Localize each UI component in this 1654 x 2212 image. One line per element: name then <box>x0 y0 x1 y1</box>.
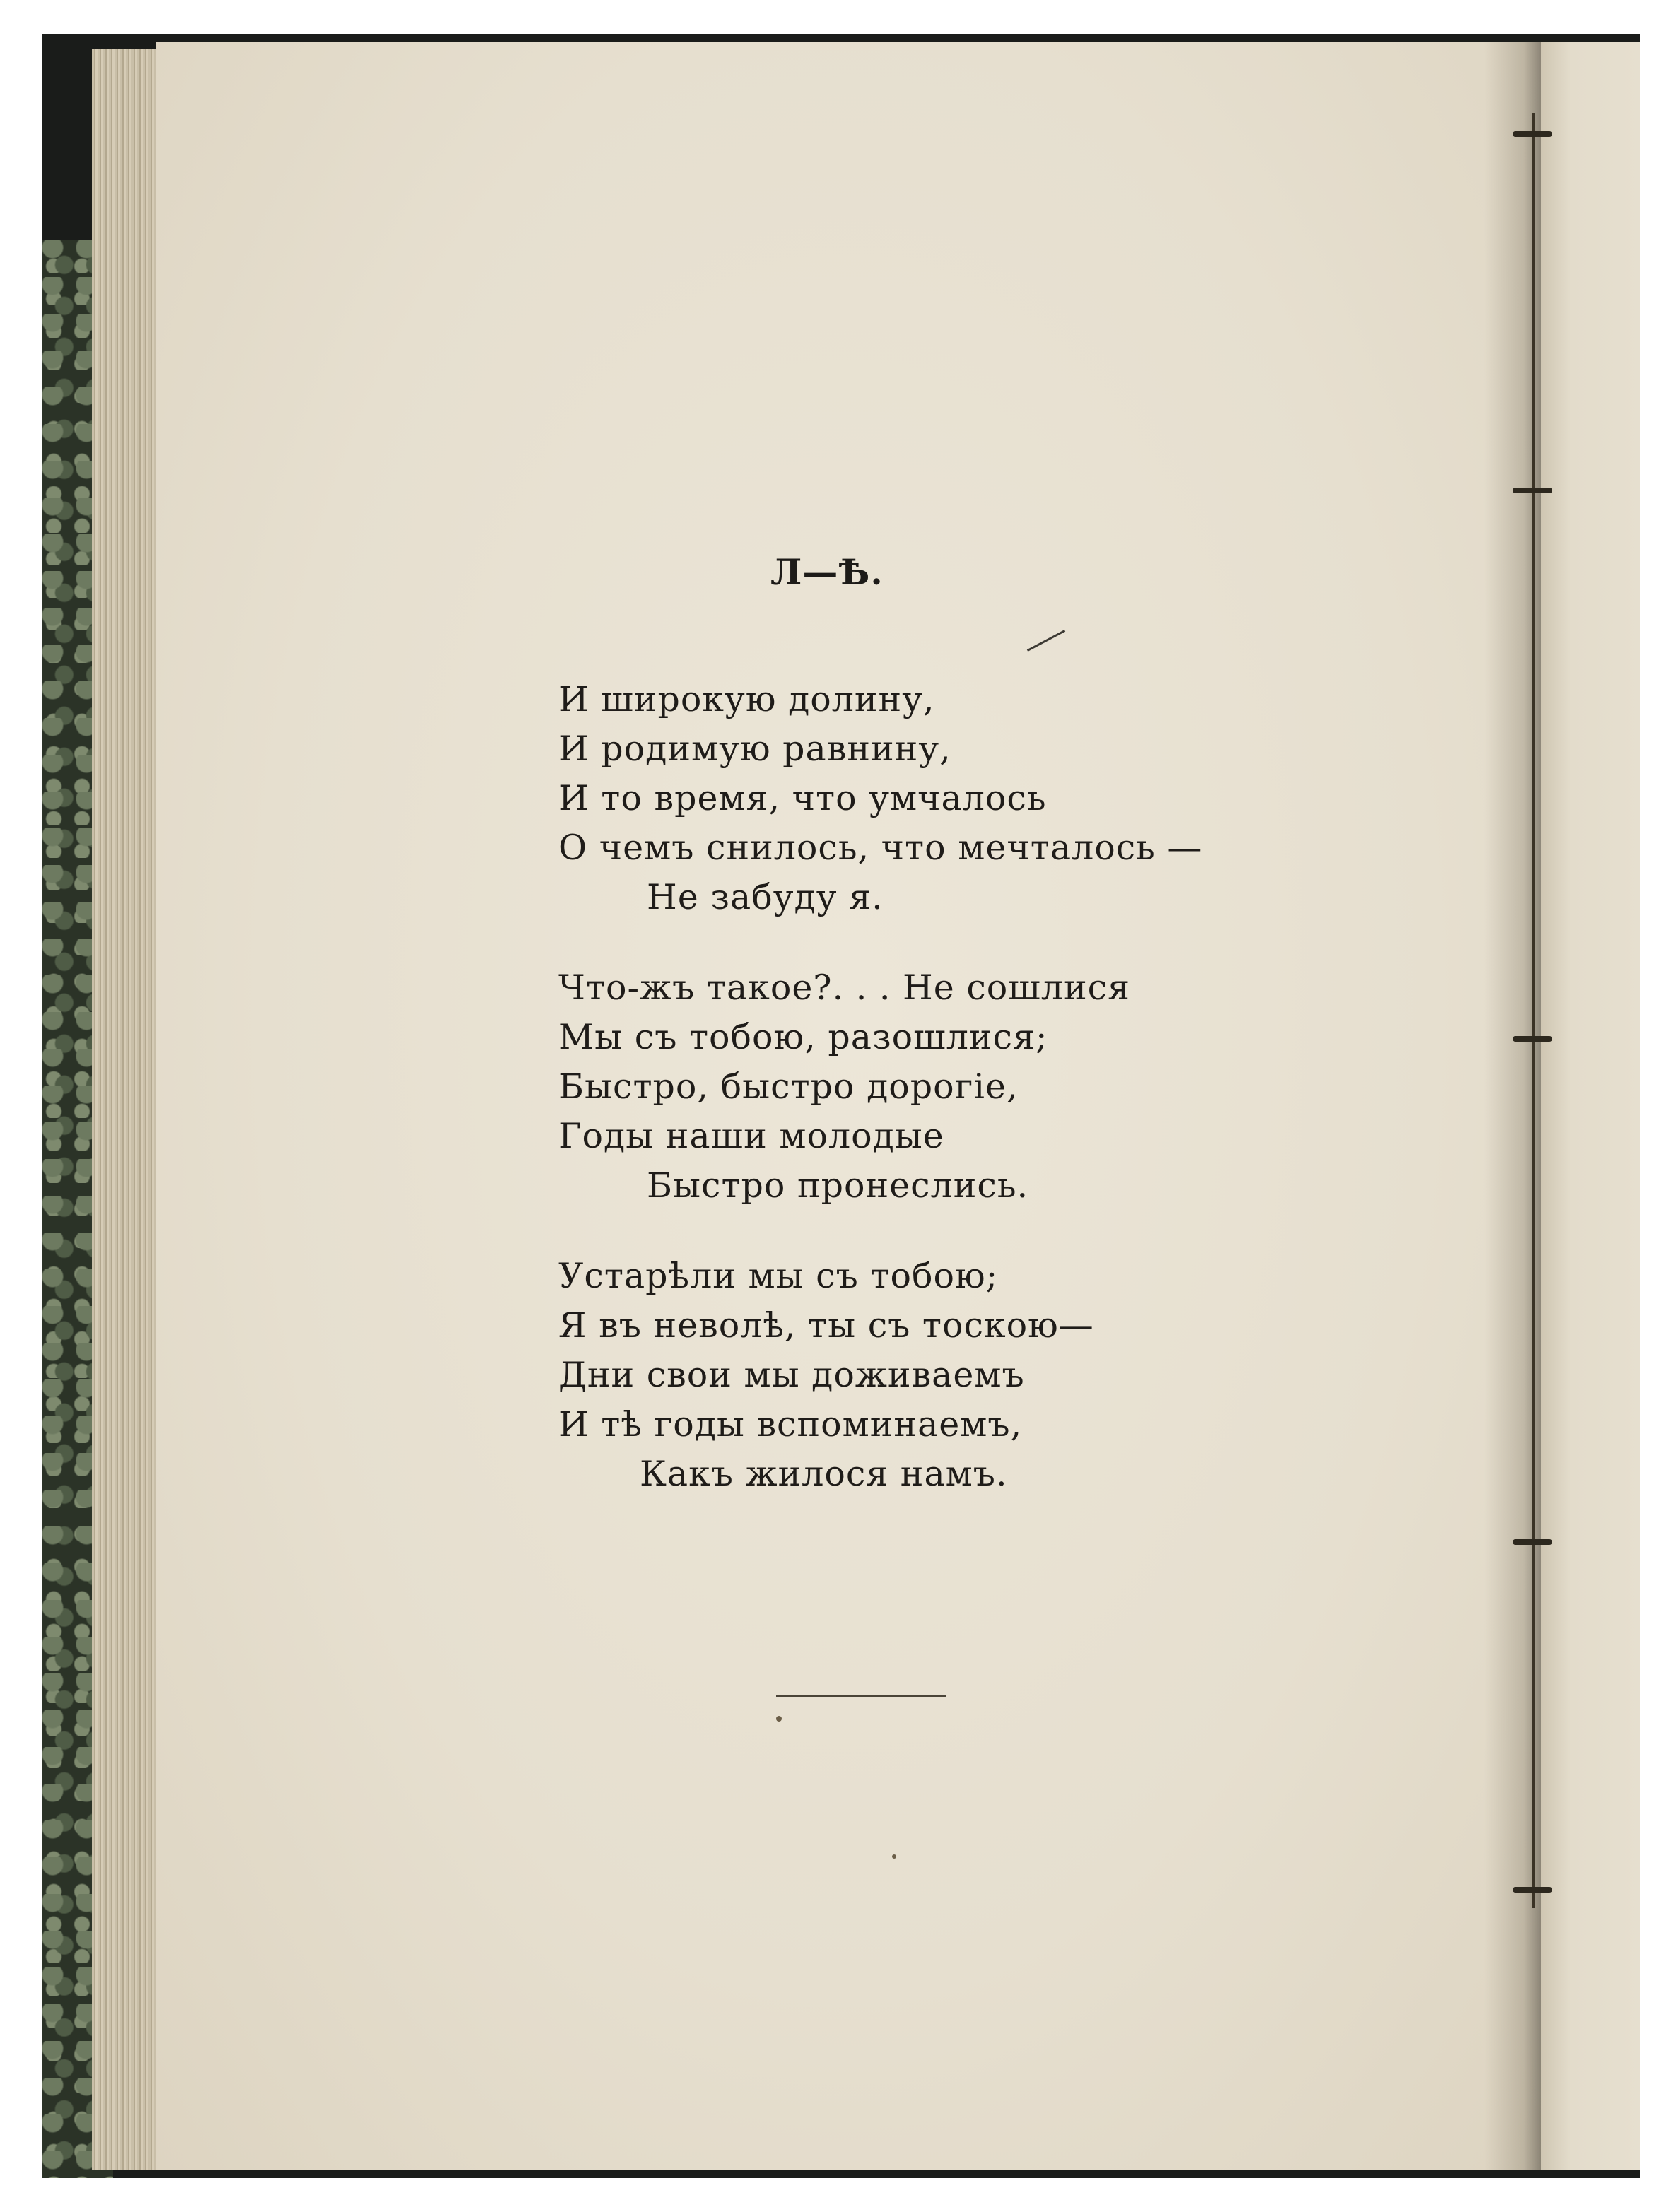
poem-title: Л—Ѣ. <box>770 551 884 593</box>
opposite-page-edge <box>1541 42 1640 2170</box>
binding-stitch <box>1513 1036 1552 1042</box>
stanza <box>558 675 1336 922</box>
poem-line: Быстро, быстро дорогіе, <box>558 1066 1019 1107</box>
poem-line: И широкую долину, <box>558 679 935 719</box>
ink-speck <box>776 1716 782 1722</box>
poem-line: О чемъ снилось, что мечталось — <box>558 828 1203 868</box>
binding <box>1532 113 1535 1908</box>
binding-stitch <box>1513 1887 1552 1893</box>
poem-line: И то время, что умчалось <box>558 778 1047 818</box>
poem-line: Годы наши молодые <box>558 1116 944 1156</box>
poem-line: И тѣ годы вспоминаемъ, <box>558 1404 1023 1445</box>
poem-line: И родимую равнину, <box>558 729 951 769</box>
binding-stitch <box>1513 488 1552 493</box>
poem-line: Мы съ тобою, разошлися; <box>558 1017 1048 1057</box>
ink-speck <box>892 1854 896 1859</box>
poem-refrain-line: Быстро пронеслись. <box>647 1165 1029 1206</box>
binding-stitch <box>1513 131 1552 137</box>
stanza <box>558 963 1336 1211</box>
end-rule <box>776 1695 946 1697</box>
poem-body <box>558 675 1336 1540</box>
binding-stitch <box>1513 1539 1552 1545</box>
poem-line: Устарѣли мы съ тобою; <box>558 1256 999 1296</box>
poem-refrain-line: Не забуду я. <box>647 877 884 917</box>
poem-refrain-line: Какъ жилося намъ. <box>640 1454 1008 1494</box>
poem-line: Что-жъ такое?. . . Не сошлися <box>558 967 1130 1008</box>
poem-line: Дни свои мы доживаемъ <box>558 1355 1025 1395</box>
poem-line: Я въ неволѣ, ты съ тоскою— <box>558 1305 1094 1346</box>
stanza <box>558 1252 1336 1499</box>
